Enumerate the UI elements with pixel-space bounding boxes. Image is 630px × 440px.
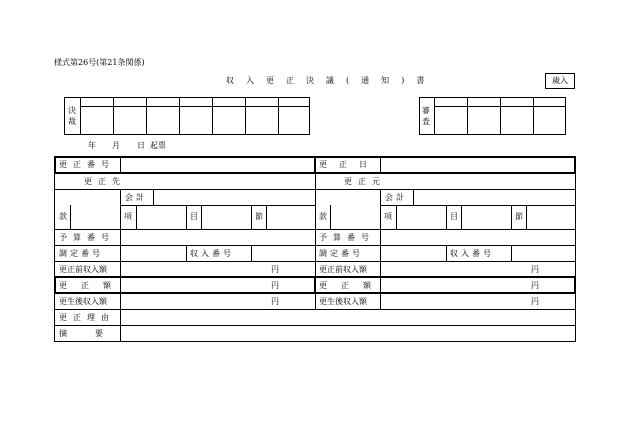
label-correction-to: 更正先 — [84, 177, 126, 186]
date-month: 月 — [112, 141, 120, 150]
label-assessment-no-right: 調定番号 — [319, 249, 363, 258]
yen-after-left: 円 — [271, 297, 279, 306]
label-receipt-no-right: 収入番号 — [450, 249, 494, 258]
label-summary: 摘要 — [59, 329, 131, 338]
date-year: 年 — [88, 141, 96, 150]
label-amount-right: 更正額 — [319, 281, 385, 290]
label-after-amount-right: 更生後収入額 — [319, 297, 367, 306]
yen-after-right: 円 — [531, 297, 539, 306]
date-day: 日 — [137, 141, 145, 150]
label-correction-from: 更正元 — [344, 177, 386, 186]
yen-before-left: 円 — [271, 265, 279, 274]
label-kaikei-left: 会計 — [125, 193, 147, 202]
category-box — [545, 73, 575, 89]
label-before-amount-left: 更正前収入額 — [59, 265, 107, 274]
label-kan-right: 款 — [319, 212, 327, 221]
label-amount-left: 更正額 — [59, 281, 125, 290]
label-moku-right: 目 — [450, 212, 458, 221]
yen-amount-left: 円 — [271, 281, 279, 290]
shinsa-block — [419, 97, 566, 135]
label-reason: 更正理由 — [59, 313, 115, 322]
form-title: 収入更正決議(通知)書 — [226, 76, 437, 85]
label-setsu-left: 節 — [255, 212, 263, 221]
form-number: 様式第26号(第21条関係) — [54, 58, 145, 67]
date-suffix: 起票 — [150, 141, 166, 150]
label-kaikei-right: 会計 — [385, 193, 407, 202]
label-assessment-no-left: 調定番号 — [59, 249, 103, 258]
kessai-block — [64, 97, 310, 135]
yen-amount-right: 円 — [531, 281, 539, 290]
yen-before-right: 円 — [531, 265, 539, 274]
shinsa-label: 審査 — [422, 106, 430, 126]
label-before-amount-right: 更正前収入額 — [319, 265, 367, 274]
label-correction-date: 更正日 — [319, 160, 379, 169]
label-after-amount-left: 更生後収入額 — [59, 297, 107, 306]
label-setsu-right: 節 — [515, 212, 523, 221]
category-label: 歳入 — [552, 76, 568, 85]
label-kan-left: 款 — [59, 212, 67, 221]
label-budget-no-left: 予算番号 — [59, 233, 115, 242]
label-correction-no: 更正番号 — [59, 160, 115, 169]
label-receipt-no-left: 収入番号 — [190, 249, 234, 258]
label-kou-left: 項 — [124, 212, 132, 221]
kessai-label: 決裁 — [68, 106, 76, 126]
label-budget-no-right: 予算番号 — [319, 233, 375, 242]
label-kou-right: 項 — [384, 212, 392, 221]
label-moku-left: 目 — [190, 212, 198, 221]
